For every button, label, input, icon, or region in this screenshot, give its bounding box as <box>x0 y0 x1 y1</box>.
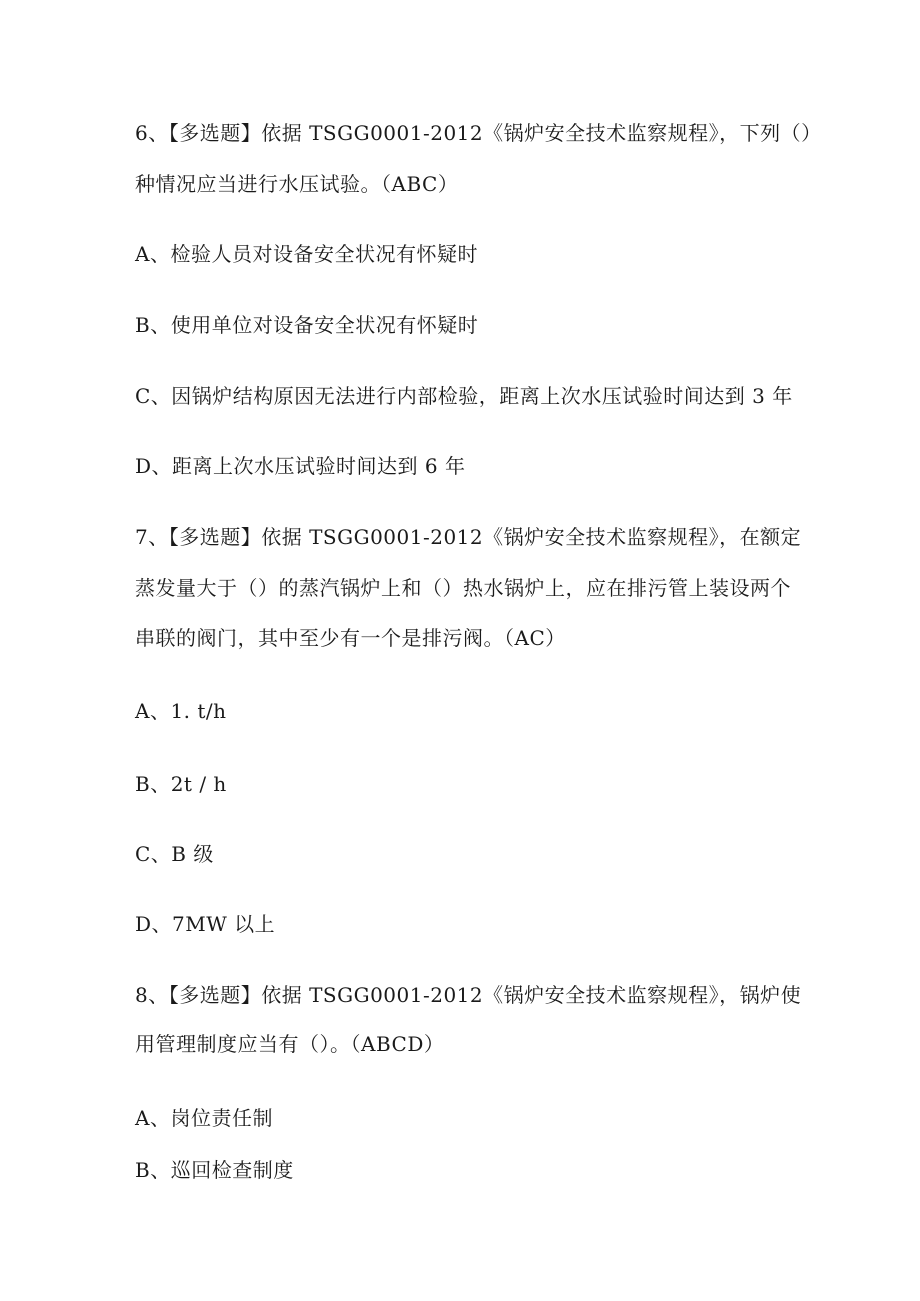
question-8-line-1: 8、【多选题】依据 TSGG0001-2012《锅炉安全技术监察规程》，锅炉使 <box>135 983 802 1007</box>
question-6-option-d: D、距离上次水压试验时间达到 6 年 <box>135 454 466 478</box>
question-7-option-c: C、B 级 <box>135 842 214 866</box>
question-7-option-a: A、1. t/h <box>135 699 227 723</box>
question-7-line-1: 7、【多选题】依据 TSGG0001-2012《锅炉安全技术监察规程》，在额定 <box>135 525 802 549</box>
question-6-line-2: 种情况应当进行水压试验。（ABC） <box>135 172 459 196</box>
question-8-line-2: 用管理制度应当有（）。（ABCD） <box>135 1032 445 1056</box>
question-7-option-b: B、2t / h <box>135 772 227 796</box>
question-6-line-1: 6、【多选题】依据 TSGG0001-2012《锅炉安全技术监察规程》，下列（） <box>135 121 822 145</box>
question-6-option-c: C、因锅炉结构原因无法进行内部检验，距离上次水压试验时间达到 3 年 <box>135 384 793 408</box>
question-7-line-3: 串联的阀门，其中至少有一个是排污阀。（AC） <box>135 626 566 650</box>
question-8-option-a: A、岗位责任制 <box>135 1106 273 1130</box>
question-7-line-2: 蒸发量大于（）的蒸汽锅炉上和（）热水锅炉上，应在排污管上装设两个 <box>135 576 791 600</box>
question-6-option-b: B、使用单位对设备安全状况有怀疑时 <box>135 313 479 337</box>
question-8-option-b: B、巡回检查制度 <box>135 1158 294 1182</box>
question-7-option-d: D、7MW 以上 <box>135 912 276 936</box>
question-6-option-a: A、检验人员对设备安全状况有怀疑时 <box>135 242 478 266</box>
